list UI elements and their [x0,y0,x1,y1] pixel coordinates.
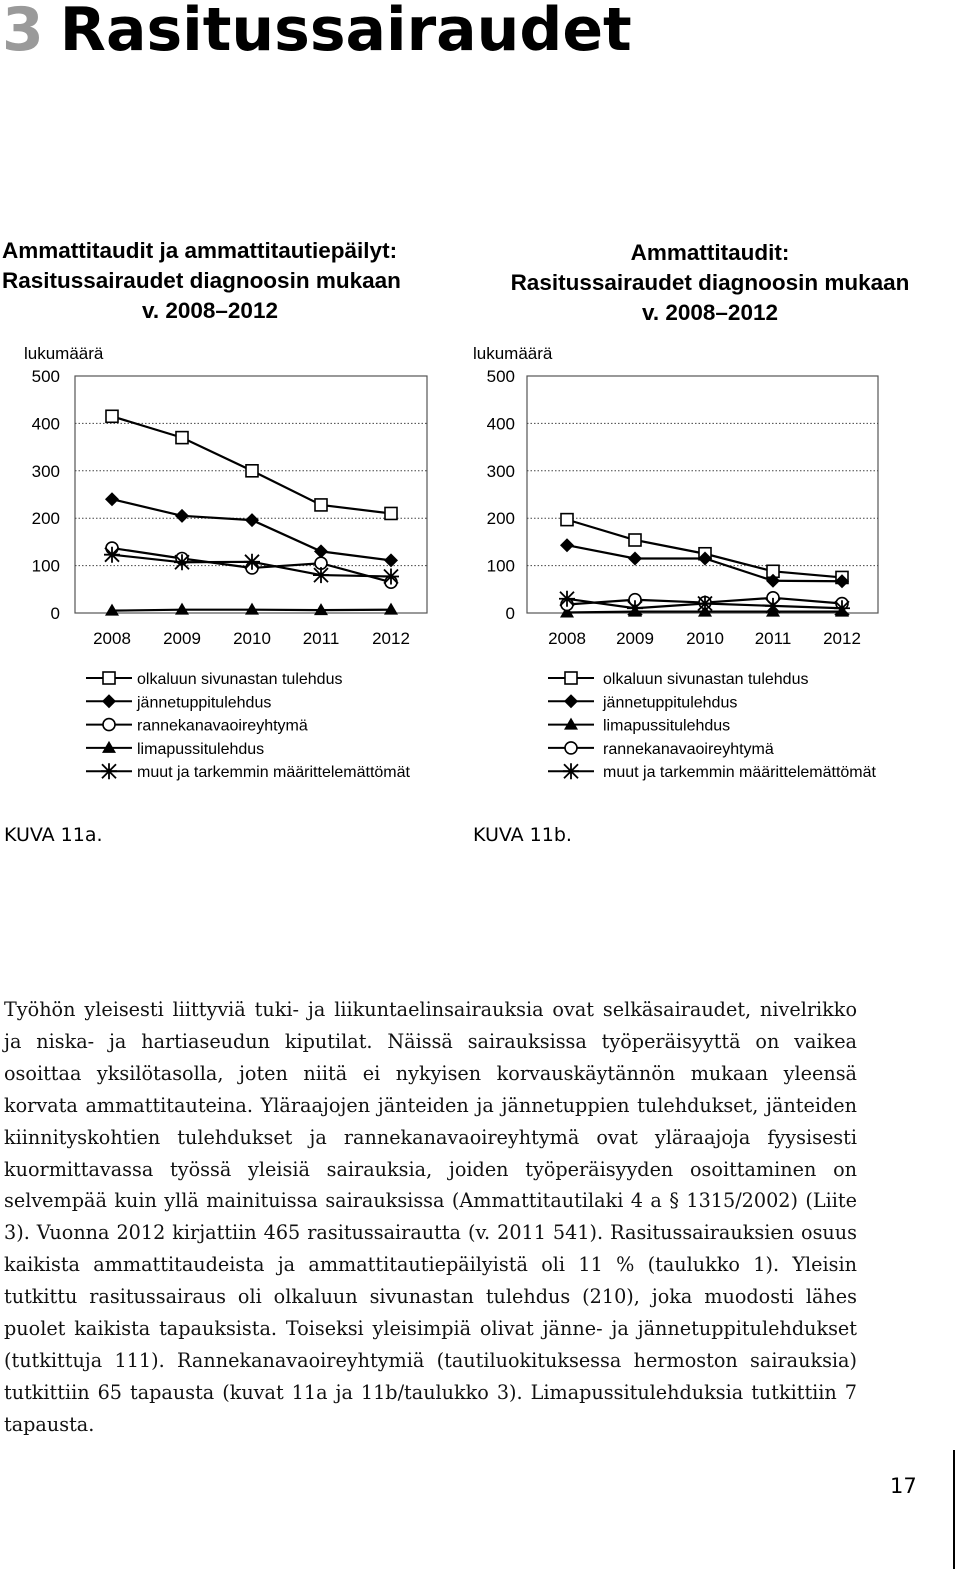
legend-label: muut ja tarkemmin määrittelemättömät [603,764,876,782]
data-point [697,596,713,612]
plot-frame [527,376,878,613]
legend-label: rannekanavaoireyhtymä [137,717,308,735]
figure-b-title-line: Rasitussairaudet diagnoosin mukaan [510,270,910,295]
figure-a-caption: KUVA 11a. [4,824,103,846]
legend-marker [103,719,115,731]
legend-marker [103,672,115,684]
data-point [175,509,189,523]
x-tick-label: 2012 [823,629,861,648]
legend-marker [565,742,577,754]
data-point [245,513,259,527]
y-tick-label: 100 [486,556,515,576]
page-number: 17 [890,1474,917,1498]
y-tick-label: 500 [31,367,60,386]
data-point [627,600,643,616]
legend-label: rannekanavaoireyhtymä [603,740,774,758]
data-point [176,432,188,444]
data-point [560,538,574,552]
legend-label: jännetuppitulehdus [137,694,272,712]
x-tick-label: 2011 [754,629,792,648]
figure-a-title-line: Rasitussairaudet diagnoosin mukaan [2,268,401,293]
y-tick-label: 300 [31,461,60,481]
x-tick-label: 2009 [616,629,654,648]
y-tick-label: 200 [31,509,60,529]
x-tick-label: 2008 [548,629,586,648]
y-tick-label: 300 [486,461,515,481]
y-tick-label: 400 [31,414,60,434]
x-tick-label: 2011 [302,629,340,648]
body-paragraph: Työhön yleisesti liittyviä tuki- ja liikuntaelinsairauksia ovat selkäsairaudet, nivelrikko ja niska- ja hartiaseudun kiputilat. Näissä sairauksissa työperäisyyttä on vaikea osoittaa yksilötasolla, joten niitä ei nykyisen korvauskäytännön mukaan yleensä korvata ammattitauteina. Yläraajojen jänteiden ja jännetuppien tulehdukset, jänteiden kiinnityskohtien tulehdukset ja rannekanavaoireyhtymä ovat yläraajoja fyysisesti kuormittavassa työssä yleisiä sairauksia, joiden työperäisyyden osoittaminen on selvempää kuin yllä mainituissa sairauksissa (Ammattitautilaki 4 a § 1315/2002) (Liite 3). Vuonna 2012 kirjattiin 465 rasitussairautta (v. 2011 541). Rasitussairauksien osuus kaikista ammattitaudeista ja ammattitautiepäilyistä oli 11 % (taulukko 1). Yleisin tutkittu rasitussairaus oli olkaluun sivunastan tulehdus (210), joka muodosti lähes puolet kaikista tapauksista. Toiseksi yleisimpiä olivat jänne- ja jännetuppitulehdukset (tutkittuja 111). Rannekanavaoireyhtymiä (tautiluokituksessa hermoston sairauksia) tutkittiin 65 tapausta (kuvat 11a ja 11b/taulukko 3). Limapussitulehduksia tutkittiin 7 tapausta. [4,998,857,1436]
y-tick-label: 400 [486,414,515,434]
figure-b-title-line: v. 2008–2012 [642,300,778,325]
legend-marker [565,672,577,684]
legend-label: jännetuppitulehdus [603,694,738,712]
figure-b-title-line: Ammattitaudit: [630,240,790,265]
data-point [559,591,575,607]
y-tick-label: 0 [505,604,515,623]
data-point [384,553,398,567]
data-point [244,554,260,570]
charts-canvas [0,335,960,805]
x-tick-label: 2008 [93,629,131,648]
x-tick-label: 2012 [372,629,410,648]
legend-marker [102,694,116,708]
data-point [383,569,399,585]
figure-a-title-line: v. 2008–2012 [142,298,278,323]
y-tick-label: 0 [50,604,60,623]
chapter-heading [2,0,632,66]
data-point [104,547,120,563]
x-tick-label: 2009 [163,629,201,648]
figure-a-title [2,236,442,326]
x-tick-label: 2010 [233,629,271,648]
data-point [313,567,329,583]
legend-label: limapussitulehdus [603,717,731,735]
page-edge-rule [953,1450,955,1569]
legend-marker [101,763,117,779]
y-tick-label: 100 [31,556,60,576]
figure-b-title [470,238,950,328]
data-point [106,410,118,422]
data-point [246,465,258,477]
data-point [765,598,781,614]
data-point [834,600,850,616]
x-tick-label: 2010 [686,629,724,648]
data-point [314,544,328,558]
data-point [561,514,573,526]
y-tick-label: 500 [486,367,515,386]
legend-marker [563,763,579,779]
chapter-number: 3 [2,0,44,65]
legend-marker [564,694,578,708]
data-point [105,492,119,506]
data-point [628,551,642,565]
y-axis-label: lukumäärä [473,344,553,363]
legend-label: muut ja tarkemmin määrittelemättömät [137,764,410,782]
legend-label: olkaluun sivunastan tulehdus [603,671,809,688]
figure-a-title-line: Ammattitaudit ja ammattitautiepäilyt: [2,238,398,263]
data-point [385,507,397,519]
data-point [629,534,641,546]
data-point [174,554,190,570]
legend-label: limapussitulehdus [137,740,265,758]
y-axis-label: lukumäärä [24,344,104,363]
y-tick-label: 200 [486,509,515,529]
data-point [315,499,327,511]
chapter-title: Rasitussairaudet [59,0,632,65]
legend-label: olkaluun sivunastan tulehdus [137,671,343,688]
figure-b-caption: KUVA 11b. [473,824,572,846]
